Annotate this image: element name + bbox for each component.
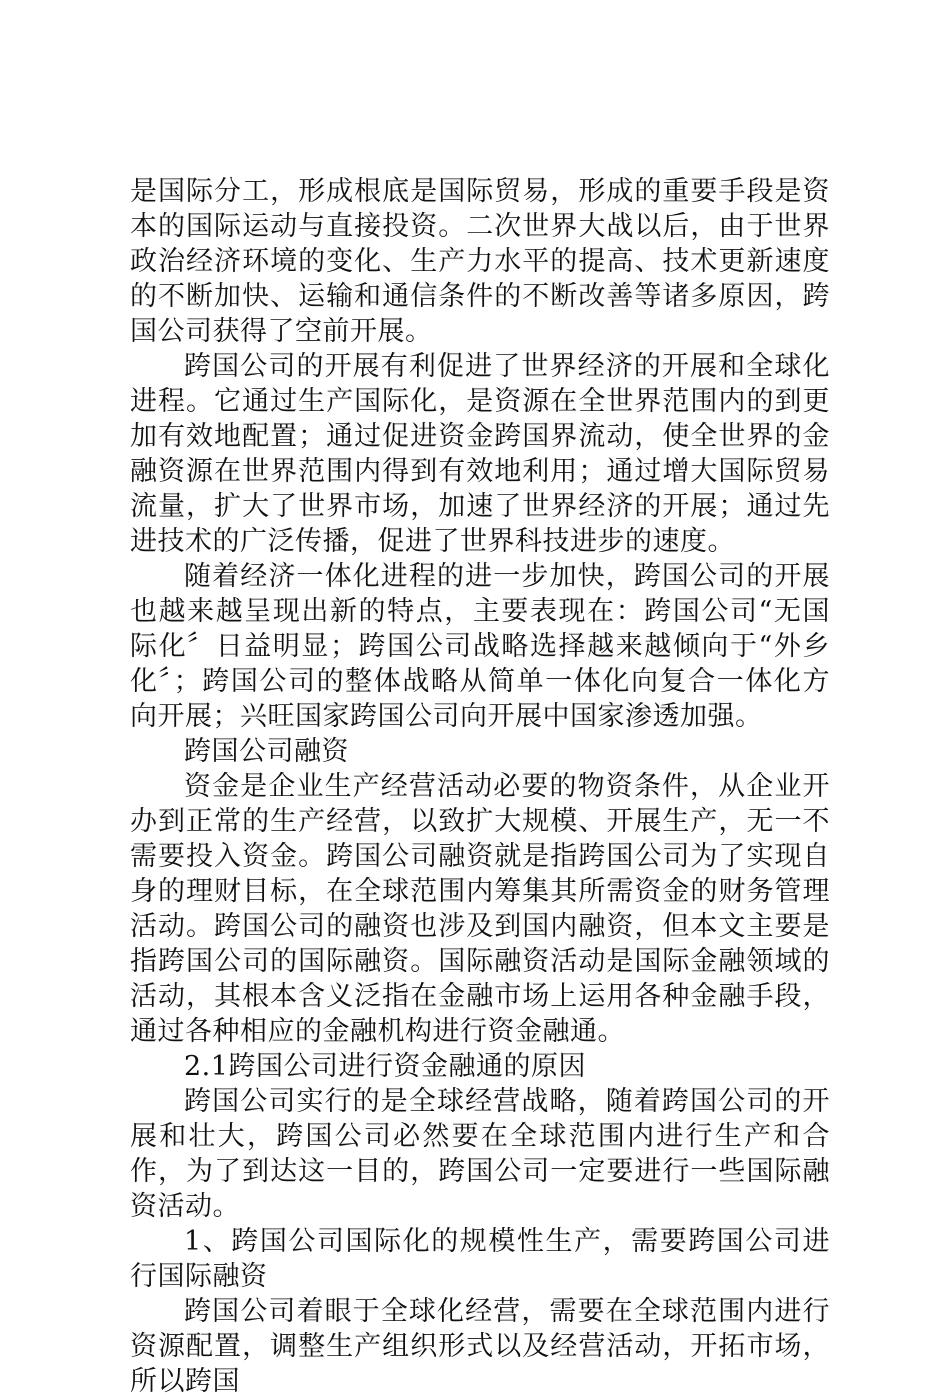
document-body	[130, 174, 830, 1399]
paragraph-development-impact: 跨国公司的开展有利促进了世界经济的开展和全球化进程。它通过生产国际化，是资源在全世界范围内的到更加有效地配置；通过促进资金跨国界流动，使全世界的金融资源在世界范围内得到有效地利用；通过增大国际贸易流量，扩大了世界市场，加速了世界经济的开展；通过先进技术的广泛传播，促进了世界科技进步的速度。	[130, 351, 830, 557]
paragraph-new-features: 随着经济一体化进程的进一步加快，跨国公司的开展也越来越呈现出新的特点，主要表现在：跨国公司“无国际化〞日益明显；跨国公司战略选择越来越倾向于“外乡化〞；跨国公司的整体战略从简单一体化向复合一体化方向开展；兴旺国家跨国公司向开展中国家渗透加强。	[130, 561, 830, 732]
list-heading-1: 1、跨国公司国际化的规模性生产，需要跨国公司进行国际融资	[130, 1226, 830, 1292]
paragraph-global-operation: 跨国公司着眼于全球化经营，需要在全球范围内进行资源配置，调整生产组织形式以及经营活动，开拓市场，所以跨国	[130, 1296, 830, 1397]
subsection-heading-2-1: 2.1跨国公司进行资金融通的原因	[184, 1051, 586, 1082]
paragraph-continuation: 是国际分工，形成根底是国际贸易，形成的重要手段是资本的国际运动与直接投资。二次世界大战以后，由于世界政治经济环境的变化、生产力水平的提高、技术更新速度的不断加快、运输和通信条件的不断改善等诸多原因，跨国公司获得了空前开展。	[130, 176, 830, 347]
paragraph-global-strategy: 跨国公司实行的是全球经营战略，随着跨国公司的开展和壮大，跨国公司必然要在全球范围内进行生产和合作，为了到达这一目的，跨国公司一定要进行一些国际融资活动。	[130, 1086, 830, 1222]
paragraph-financing-definition: 资金是企业生产经营活动必要的物资条件，从企业开办到正常的生产经营，以致扩大规模、开展生产，无一不需要投入资金。跨国公司融资就是指跨国公司为了实现自身的理财目标，在全球范围内筹集其所需资金的财务管理活动。跨国公司的融资也涉及到国内融资，但本文主要是指跨国公司的国际融资。国际融资活动是国际金融领域的活动，其根本含义泛指在金融市场上运用各种金融手段，通过各种相应的金融机构进行资金融通。	[130, 771, 830, 1047]
section-heading-financing: 跨国公司融资	[184, 736, 349, 767]
